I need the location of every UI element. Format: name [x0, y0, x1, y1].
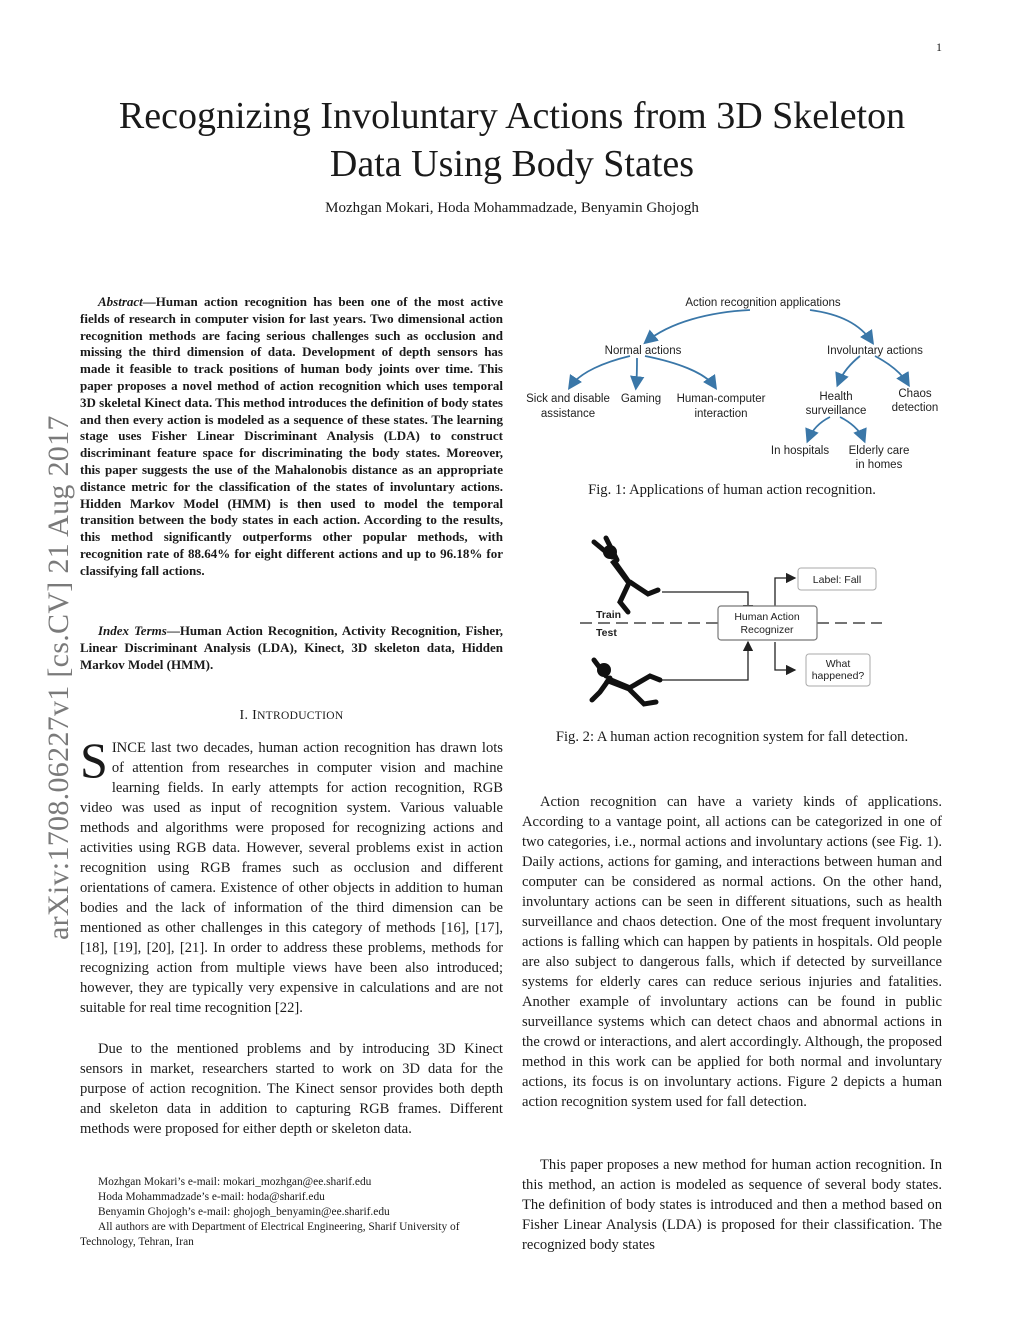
author-list: Mozhgan Mokari, Hoda Mohammadzade, Benyamin Ghojogh — [325, 200, 699, 216]
section-heading-introduction — [80, 708, 503, 724]
index-terms-label: Index Terms — [98, 623, 167, 638]
right-paragraph-1: Action recognition can have a variety kinds of applications. According to a vantage point, all actions can be categorized in one of two categories, i.e., normal actions and involuntary actions (see Fig. 1). Daily actions, actions for gaming, and interactions between human and computer can be considered as normal actions. On the other hand, involuntary actions can be seen in different situations, such as health surveillance and chaos detection. One of the most frequent involuntary actions is falling which can happen by patients in hospitals. Old people are also subject to dangerous falls, which if detected by surveillance systems for elderly cares can reduce serious injuries and fatalities. Another example of involuntary actions can be found in public surveillance systems which can detect chaos and abnormal actions in the crowd or interactions, and alert accordingly. Although, the proposed method in this work can be applied for both normal and involuntary actions, its focus is on involuntary actions. Figure 2 depicts a human action recognition system used for fall detection. — [522, 794, 942, 1110]
title-line-1: Recognizing Involuntary Actions from 3D Skeleton — [118, 95, 906, 137]
index-terms — [80, 623, 503, 673]
footnote-2: Hoda Mohammadzade’s e-mail: hoda@sharif.edu — [98, 1191, 325, 1203]
fig1-chaos-line-2: detection — [891, 402, 939, 414]
arxiv-identifier: arXiv:1708.06227v1 [cs.CV] 21 Aug 2017 — [42, 415, 75, 940]
fig1-root-node: Action recognition applications — [685, 297, 841, 309]
figure-1-svg — [520, 292, 945, 472]
page-number: 1 — [936, 40, 942, 54]
footnote-4: All authors are with Department of Electrical Engineering, Sharif University of Technology, Tehran, Iran — [80, 1221, 460, 1248]
footnote-3: Benyamin Ghojogh’s e-mail: ghojogh_benyamin@ee.sharif.edu — [98, 1206, 390, 1218]
recognizer-label-line-2: Recognizer — [740, 624, 794, 636]
footnote-1: Mozhgan Mokari’s e-mail: mokari_mozhgan@ee.sharif.edu — [98, 1176, 372, 1188]
fig1-elderly-line-2: in homes — [855, 459, 903, 471]
fig1-elderly-line-1: Elderly care — [848, 445, 910, 457]
intro-paragraph-1 — [80, 732, 503, 1018]
train-label: Train — [596, 609, 622, 621]
what-happened-line-2: happened? — [811, 670, 865, 682]
section-title-first-letter: I — [252, 708, 258, 723]
section-number: I. — [239, 708, 253, 723]
figure-1-caption: Fig. 1: Applications of human action recognition. — [588, 482, 876, 498]
figure-1-diagram — [520, 292, 945, 472]
abstract-label: Abstract — [98, 294, 143, 309]
figure-2-diagram — [570, 530, 890, 720]
figure-2-caption: Fig. 2: A human action recognition system for fall detection. — [555, 729, 909, 745]
falling-person-train-icon — [594, 538, 658, 612]
intro-paragraph-1-text: last two decades, human action recognition has drawn lots of attention from researches in computer vision and machine learning fields. In early attempts for action recognition, RGB video was used as input of recognition system. Various valuable methods and algorithms were proposed for recognizing actions and activities using RGB data. However, several problems exist in action recognition using RGB frames such as occlusion and different orientations of camera. Existence of other objects in addition to human bodies and the lack of information of the third dimension can be mentioned as other challenges in this category of methods [16], [17], [18], [19], [20], [21]. In order to address these problems, methods for recognizing action from multiple views have been also introduced; however, they are typically very expensive in calculations and are not suitable for real time recognition [22]. — [80, 740, 503, 1016]
fig1-hospitals: In hospitals — [770, 445, 830, 457]
fig1-hci-line-1: Human-computer — [676, 393, 766, 405]
right-paragraph-2: This paper proposes a new method for human action recognition. In this method, an action is modeled as sequence of several body states. The definition of body states is introduced and then a method based on Fisher Linear Analysis (LDA) is proposed for their classification. The recognized body states — [522, 1157, 942, 1253]
title-line-2: Data Using Body States — [329, 143, 695, 185]
fig1-hci-line-2: interaction — [694, 408, 748, 420]
paper-title — [60, 92, 964, 188]
fig1-sick-line-1: Sick and disable — [526, 393, 610, 405]
fig1-health-line-2: surveillance — [805, 405, 867, 417]
figure-2-svg — [570, 530, 890, 720]
fig1-health-line-1: Health — [819, 391, 853, 403]
footnotes — [80, 1175, 503, 1250]
intro-paragraph-2: Due to the mentioned problems and by introducing 3D Kinect sensors in market, researchers started to work on 3D data for the purpose of action recognition. The Kinect sensor provides both depth and skeleton data in addition to capturing RGB frames. Different methods were proposed for either depth or skeleton data. — [80, 1041, 503, 1137]
recognizer-label-line-1: Human Action — [734, 611, 800, 623]
drop-cap: S — [80, 732, 108, 788]
figure-1-arrows — [570, 310, 908, 440]
abstract-text: —Human action recognition has been one of the most active fields of research in computer vision for last years. Two dimensional action recognition methods are facing serious challenges such as occlusion and missing the third dimension of data. Development of depth sensors has made it feasible to track positions of human body joints over time. This paper proposes a novel method of action recognition which uses temporal 3D skeletal Kinect data. This method introduces the definition of body states and then every action is modeled as a sequence of these states. The learning stage uses Fisher Linear Discriminant Analysis (LDA) to construct discriminant feature space for discriminating the body states. Moreover, this paper suggests the use of the Mahalonobis distance as an appropriate distance metric for the classification of the states of involuntary actions. Hidden Markov Model (HMM) is then used to model the temporal transition between the body states in each action. According to the results, this method significantly outperforms other popular methods, with recognition rate of 88.64% for eight different actions and up to 96.18% for classifying fall actions. — [80, 294, 503, 578]
abstract — [80, 294, 503, 580]
intro-first-word: INCE — [111, 740, 146, 756]
fig1-gaming: Gaming — [620, 393, 662, 405]
section-title-rest: NTRODUCTION — [257, 710, 344, 722]
test-label: Test — [596, 627, 617, 639]
fig1-sick-line-2: assistance — [540, 408, 596, 420]
what-happened-line-1: What — [825, 658, 851, 670]
falling-person-test-icon — [592, 660, 660, 704]
fig1-chaos-line-1: Chaos — [898, 388, 932, 400]
index-terms-text: —Human Action Recognition, Activity Recognition, Fisher, Linear Discriminant Analysis (LDA), Kinect, 3D skeleton data, Hidden Markov Model (HMM). — [80, 623, 503, 672]
fig1-involuntary-actions: Involuntary actions — [827, 345, 923, 357]
fig1-normal-actions: Normal actions — [604, 345, 682, 357]
label-fall-text: Label: Fall — [812, 574, 862, 586]
